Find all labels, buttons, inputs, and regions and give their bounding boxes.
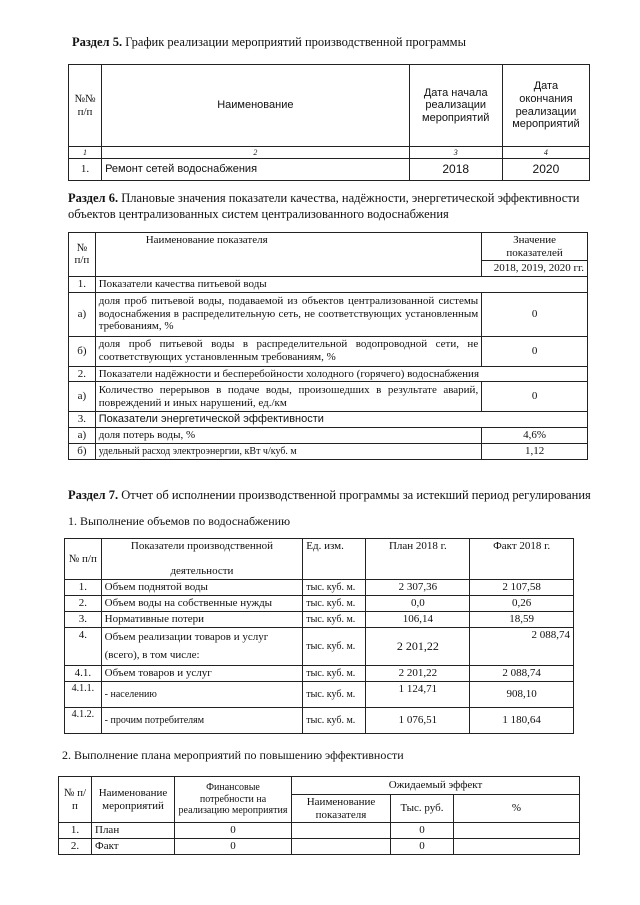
section6-heading [68,191,590,222]
row-rub: 0 [391,839,454,855]
table-row [65,579,574,595]
group-name: Показатели надёжности и бесперебойности холодного (горячего) водоснабжения [95,366,587,382]
col-effect-header: Ожидаемый эффект [292,777,580,795]
col-name-header-line2: деятельности [170,565,234,578]
efficiency-table [58,776,580,855]
table-row [65,627,574,665]
row-unit: тыс. куб. м. [303,627,366,665]
row-plan: 0,0 [366,595,470,611]
schedule-table [68,64,590,181]
row-num: 1. [65,579,102,595]
table-row [69,159,590,181]
group-row [69,366,588,382]
row-plan: 1 124,71 [366,682,470,708]
row-fact: 2 107,58 [470,579,574,595]
row-name: План [92,823,175,839]
subsection2-title: 2. Выполнение плана мероприятий по повышению эффективности [62,748,404,762]
row-name: доля проб питьевой воды в распределительной водопроводной сети, не соответствующих установленным требованиям, % [95,336,481,366]
index-cell: 3 [409,147,502,159]
col-end-header: Дата окончания реализации мероприятий [502,65,589,147]
row-num: 1. [69,159,102,181]
table-row [69,443,588,459]
row-name: - населению [101,682,303,708]
row-fact: 2 088,74 [470,627,574,665]
row-rub: 0 [391,823,454,839]
col-fin-header: Финансовые потребности на реализацию мероприятия [175,777,292,823]
index-cell: 1 [69,147,102,159]
section7-number: Раздел 7. [68,488,119,502]
row-value: 1,12 [482,443,588,459]
row-num: а) [69,292,96,336]
col-pct-header: % [454,795,580,823]
row-fact: 18,59 [470,611,574,627]
row-num: 4.1.1. [65,682,102,708]
row-indicator [292,823,391,839]
row-value: 0 [482,336,588,366]
group-name: Показатели энергетической эффективности [95,412,587,428]
table-row [69,382,588,412]
row-name: Объем реализации товаров и услуг (всего), в том числе: [101,627,303,665]
section6-number: Раздел 6. [68,191,119,205]
row-name: - прочим потребителям [101,708,303,734]
col-name-header-line1: Показатели производственной [130,540,274,552]
table-row [69,427,588,443]
row-start: 2018 [409,159,502,181]
table-row [65,595,574,611]
row-value: 0 [482,292,588,336]
row-plan: 1 076,51 [366,708,470,734]
col-unit-header: Ед. изм. [303,539,366,580]
table-row [59,839,580,855]
col-name-header: Наименование мероприятий [92,777,175,823]
row-num: 3. [65,611,102,627]
row-fact: 2 088,74 [470,666,574,682]
row-name: доля проб питьевой воды, подаваемой из объектов централизованной системы водоснабжения в распределительную сеть, не соответствующих установленным требованиям, % [95,292,481,336]
row-pct [454,823,580,839]
row-num: а) [69,427,96,443]
row-name: доля потерь воды, % [95,427,481,443]
row-num: 1. [59,823,92,839]
col-rub-header: Тыс. руб. [391,795,454,823]
row-fact: 1 180,64 [470,708,574,734]
col-num-header: № п/п [59,777,92,823]
col-value-header: Значение показателей [482,233,588,261]
indicators-table [68,232,588,460]
row-unit: тыс. куб. м. [303,595,366,611]
index-cell: 2 [102,147,410,159]
group-name: Показатели качества питьевой воды [95,276,587,292]
row-unit: тыс. куб. м. [303,579,366,595]
row-indicator [292,839,391,855]
row-num: а) [69,382,96,412]
section5-heading [72,35,466,50]
row-name: Нормативные потери [101,611,303,627]
row-name: Количество перерывов в подаче воды, произошедших в результате аварий, повреждений и иных нарушений, ед./км [95,382,481,412]
row-num: б) [69,336,96,366]
row-name: Ремонт сетей водоснабжения [102,159,410,181]
section7-title: Отчет об исполнении производственной программы за истекший период регулирования [121,488,591,502]
row-name: Объем воды на собственные нужды [101,595,303,611]
col-plan-header: План 2018 г. [366,539,470,580]
row-name: Факт [92,839,175,855]
col-name-header [101,539,303,580]
section7-heading [68,488,591,503]
row-num: 4. [65,627,102,665]
table-row [65,611,574,627]
col-num-header: № п/п [65,539,102,580]
row-num: 4.1. [65,666,102,682]
row-plan: 2 307,36 [366,579,470,595]
row-plan: 2 201,22 [366,666,470,682]
row-unit: тыс. куб. м. [303,611,366,627]
row-name: удельный расход электроэнергии, кВт ч/куб. м [95,443,481,459]
row-num: 3. [69,412,96,428]
group-row [69,412,588,428]
table-row [69,292,588,336]
row-num: 2. [69,366,96,382]
row-end: 2020 [502,159,589,181]
row-num: б) [69,443,96,459]
row-unit: тыс. куб. м. [303,708,366,734]
col-name-header: Наименование [102,65,410,147]
index-cell: 4 [502,147,589,159]
row-num: 4.1.2. [65,708,102,734]
row-num: 2. [59,839,92,855]
table-row [65,708,574,734]
row-name: Объем поднятой воды [101,579,303,595]
row-fact: 908,10 [470,682,574,708]
row-num: 1. [69,276,96,292]
table-row [59,823,580,839]
col-start-header: Дата начала реализации мероприятий [409,65,502,147]
row-num: 2. [65,595,102,611]
section5-number: Раздел 5. [72,35,123,49]
col-years-header: 2018, 2019, 2020 гг. [482,261,588,277]
volumes-table [64,538,574,734]
row-name: Объем товаров и услуг [101,666,303,682]
section6-title: Плановые значения показатели качества, надёжности, энергетической эффективности объектов централизованных систем централизованного водоснабжения [68,191,580,221]
row-fin: 0 [175,839,292,855]
row-value: 0 [482,382,588,412]
row-plan: 106,14 [366,611,470,627]
col-fact-header: Факт 2018 г. [470,539,574,580]
subsection1-title: 1. Выполнение объемов по водоснабжению [68,514,291,528]
row-fact: 0,26 [470,595,574,611]
table-row [69,336,588,366]
col-name-header: Наименование показателя [95,233,481,277]
col-num-header: №№ п/п [69,65,102,147]
col-indicator-header: Наименование показателя [292,795,391,823]
group-row [69,276,588,292]
col-num-header: № п/п [69,233,96,277]
row-plan: 2 201,22 [366,627,470,665]
row-fin: 0 [175,823,292,839]
row-pct [454,839,580,855]
row-value: 4,6% [482,427,588,443]
table-row [65,682,574,708]
row-unit: тыс. куб. м. [303,682,366,708]
section5-title: График реализации мероприятий производственной программы [125,35,466,49]
row-unit: тыс. куб. м. [303,666,366,682]
table-row [65,666,574,682]
